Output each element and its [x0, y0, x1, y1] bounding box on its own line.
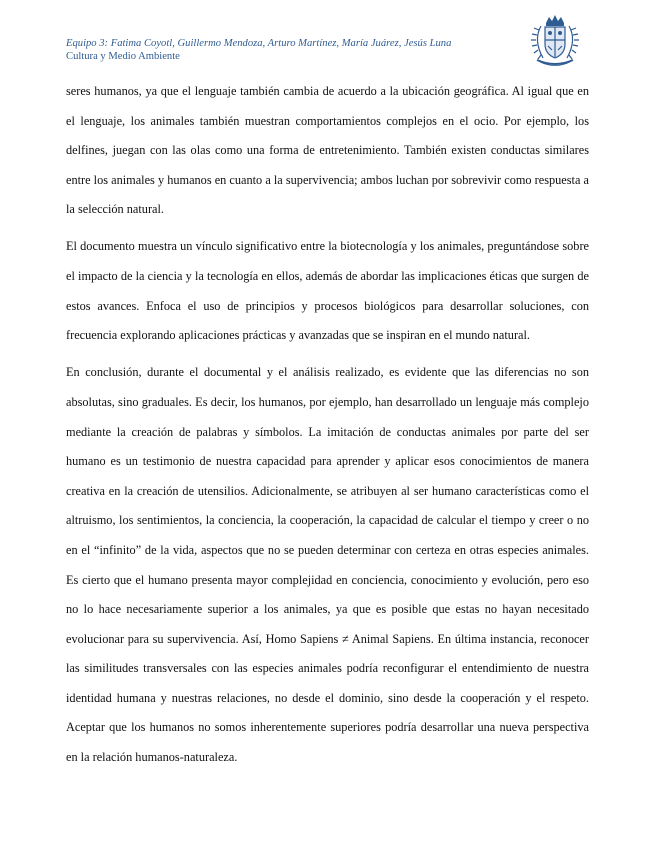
university-seal-icon: [527, 12, 583, 70]
header-authors: Equipo 3: Fatima Coyotl, Guillermo Mendoza, Arturo Martínez, María Juárez, Jesús Luna: [66, 38, 452, 49]
paragraph: En conclusión, durante el documental y el análisis realizado, es evidente que las diferencias no son absolutas, sino graduales. Es decir, los humanos, por ejemplo, han desarrollado un lenguaje más complejo mediante la creación de palabras y símbolos. La imitación de conductas animales por parte del ser humano es un testimonio de nuestra capacidad para aprender y aplicar esos conocimientos de manera creativa en la creación de utensilios. Adicionalmente, se atribuyen al ser humano características como el altruismo, los sentimientos, la conciencia, la cooperación, la capacidad de calcular el tiempo y creer o no en el “infinito” de la vida, aspectos que no se pueden determinar con certeza en otras especies animales. Es cierto que el humano presenta mayor complejidad en conciencia, conocimiento y evolución, pero eso no lo hace necesariamente superior a los animales, ya que es posible que estas no hayan necesitado evolucionar para su supervivencia. Así, Homo Sapiens ≠ Animal Sapiens. En última instancia, reconocer las similitudes transversales con las especies animales podría reconfigurar el entendimiento de nuestra identidad humana y nuestras relaciones, no desde el dominio, sino desde la cooperación y el respeto. Aceptar que los humanos no somos inherentemente superiores podría desarrollar una nueva perspectiva en la relación humanos-naturaleza.: [66, 365, 589, 765]
page-header: [66, 38, 536, 63]
paragraph: El documento muestra un vínculo significativo entre la biotecnología y los animales, preguntándose sobre el impacto de la ciencia y la tecnología en ellos, además de abordar las implicaciones éticas que surgen de estos avances. Enfoca el uso de principios y procesos biológicos para desarrollar soluciones, con frecuencia explorando aplicaciones prácticas y avanzadas que se inspiran en el mundo natural.: [66, 239, 589, 343]
document-body: [66, 77, 589, 780]
header-course: Cultura y Medio Ambiente: [66, 50, 180, 62]
paragraph: seres humanos, ya que el lenguaje también cambia de acuerdo a la ubicación geográfica. Al igual que en el lenguaje, los animales también muestran comportamientos complejos en el ocio. Por ejemplo, los delfines, juegan con las olas como una forma de entretenimiento. También existen conductas similares entre los animales y humanos en cuanto a la supervivencia; ambos luchan por sobrevivir como respuesta a la selección natural.: [66, 84, 589, 217]
